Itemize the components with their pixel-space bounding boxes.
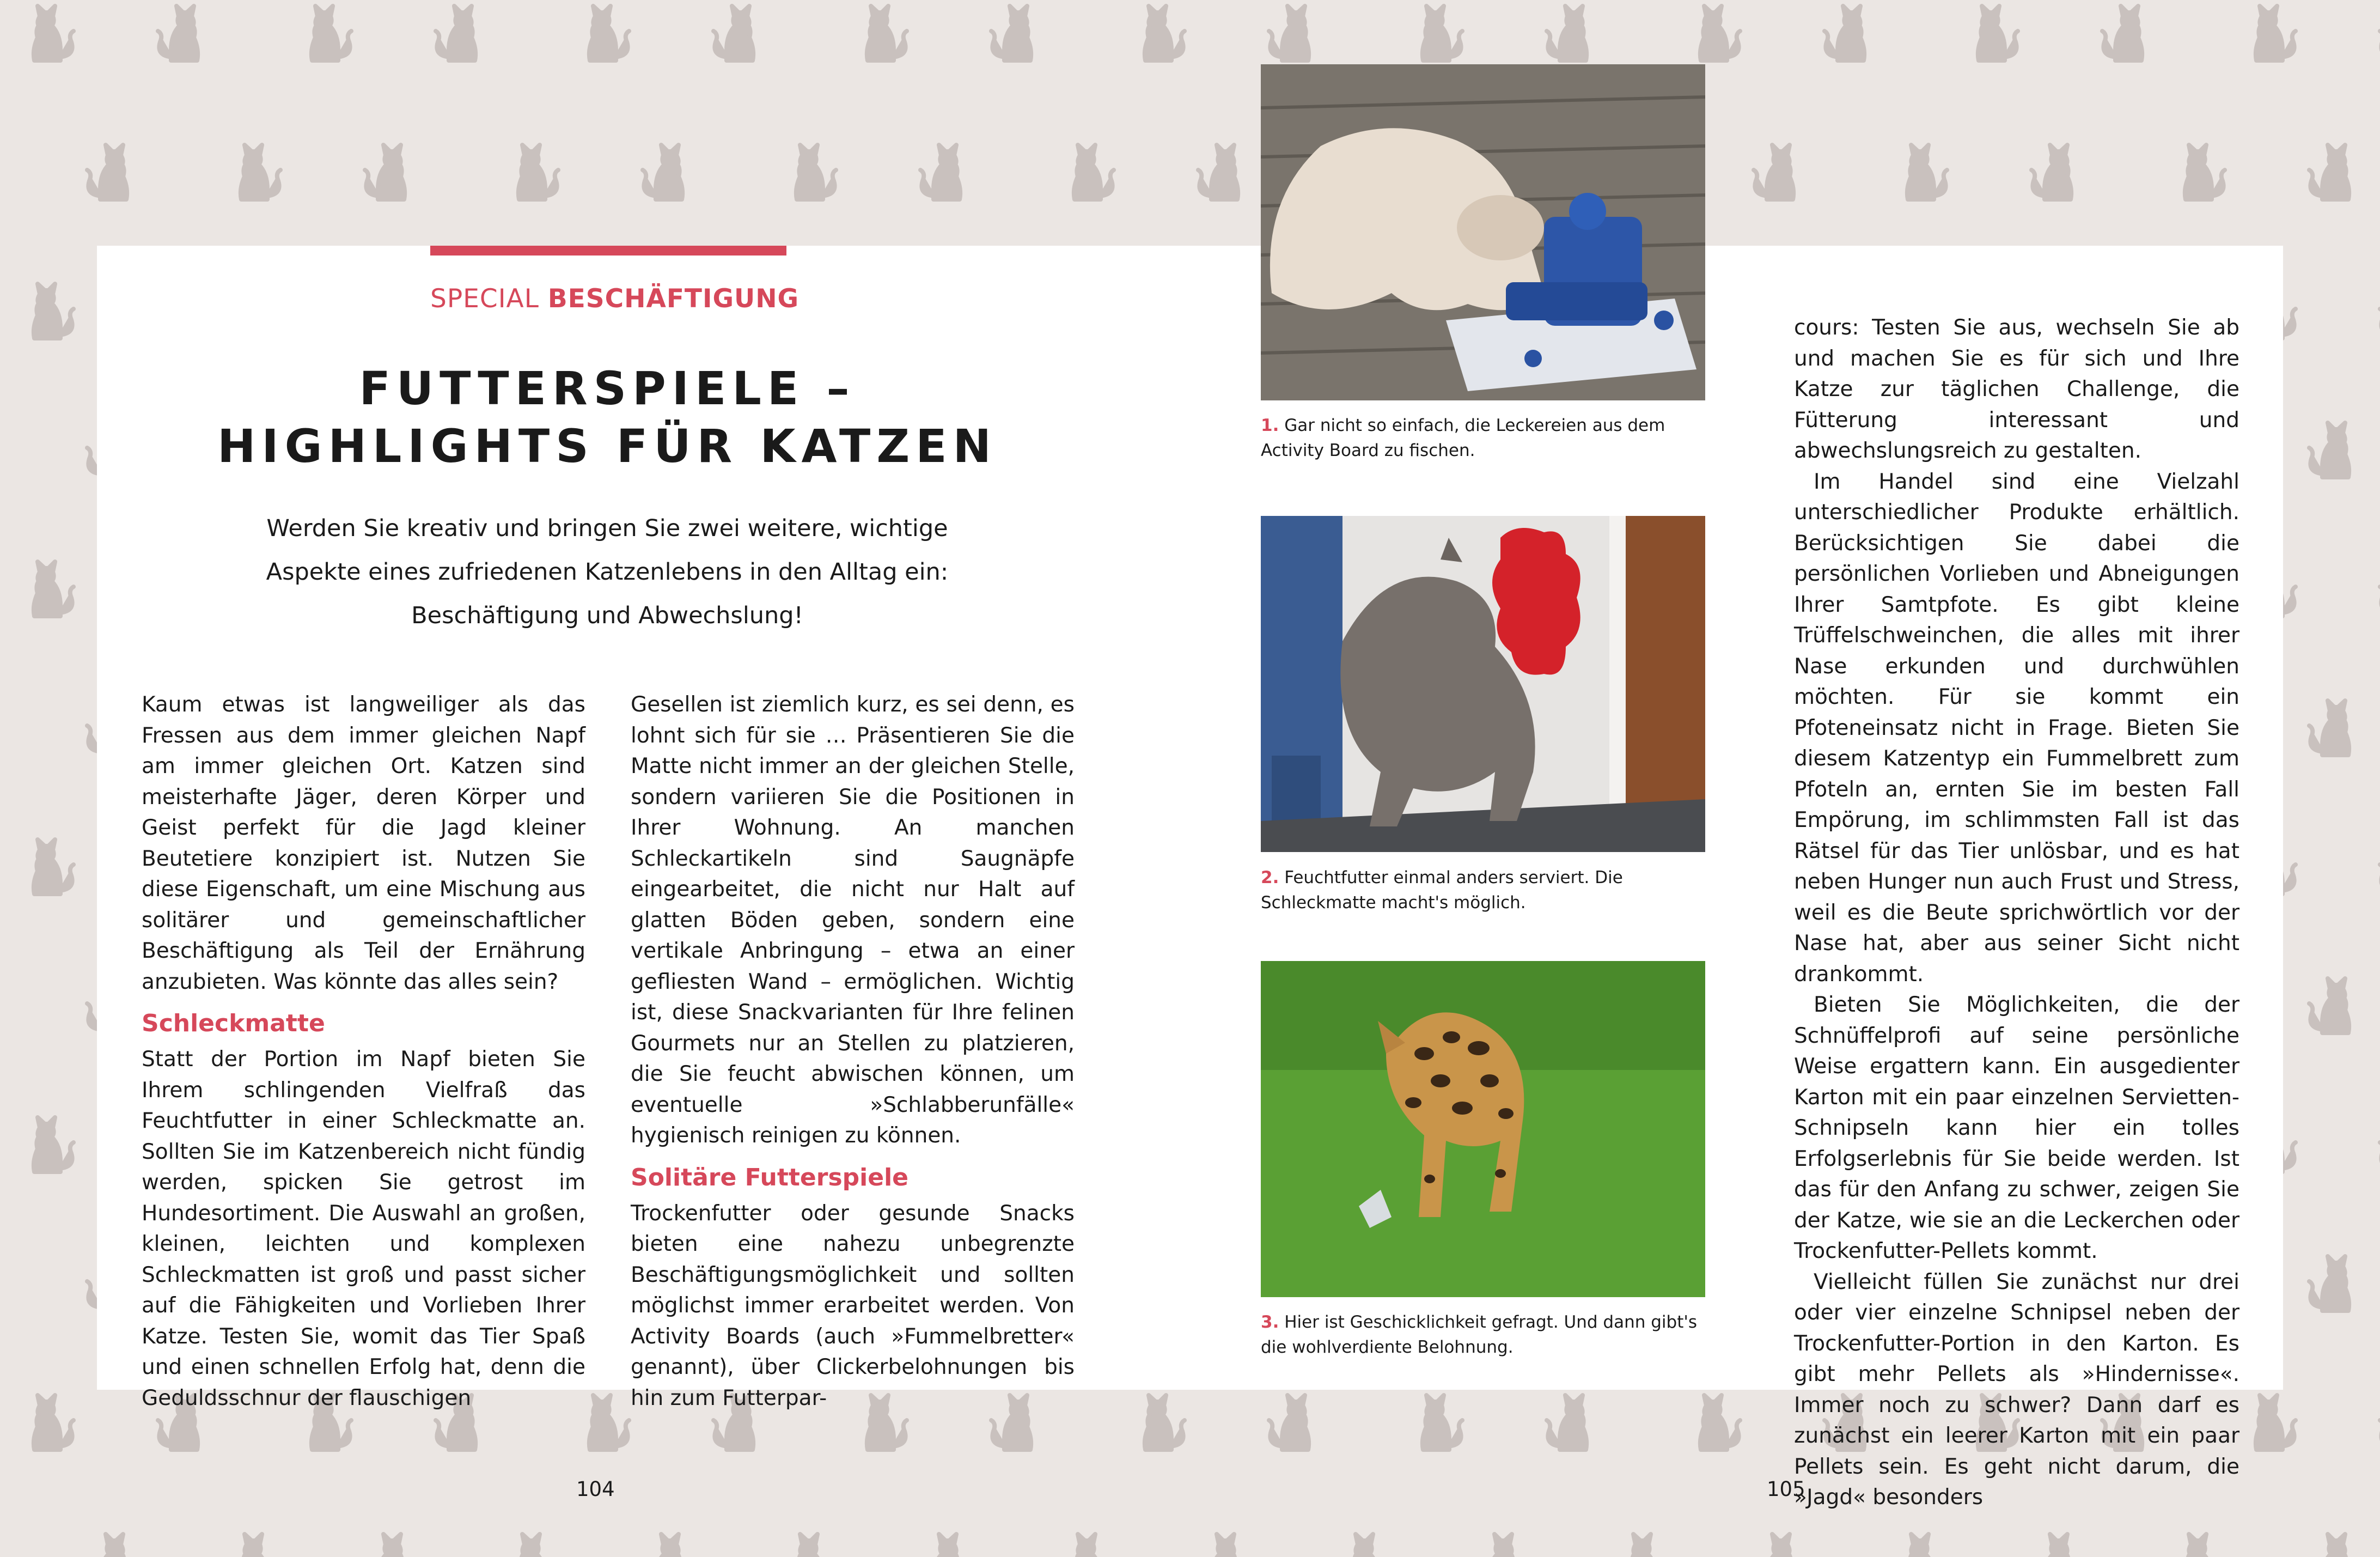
cat-silhouette-icon [643, 1534, 682, 1557]
cat-silhouette-icon [312, 6, 351, 60]
photo-lick-mat [1261, 516, 1705, 852]
caption-3 [1261, 1310, 1705, 1360]
cat-silhouette-icon [1074, 1534, 1114, 1557]
cat-silhouette-icon [2031, 1534, 2071, 1557]
cat-silhouette-icon [34, 1117, 74, 1172]
cat-silhouette-icon [920, 1534, 960, 1557]
cat-silhouette-icon [1630, 1534, 1669, 1557]
lead-line-3: Beschäftigung und Abwechslung! [411, 602, 803, 629]
cat-silhouette-icon [1423, 1395, 1462, 1450]
cat-silhouette-icon [2256, 1395, 2296, 1450]
caption-1 [1261, 413, 1705, 463]
continued-paragraph: Gesellen ist ziemlich kurz, es sei denn, es lohnt sich für sie … Präsentieren Sie die Matte nicht immer an der gleichen Stelle, sondern variieren Sie die Positionen in Ihrer Wohnung. An manchen Schleckartikeln sind Saugnäpfe eingearbeitet, die nicht nur Halt auf glatten Böden geben, sondern eine vertikale Anbringung – etwa an einer gefliesten Wand – ermöglichen. Wichtig ist, diese Snackvarianten für Ihre felinen Gourmets nur an Stellen zu platzieren, die Sie feucht abwischen können, um eventuelle »Schlabberunfälle« hygienisch reinigen zu können. [631, 692, 1075, 1148]
cat-silhouette-icon [1907, 145, 1947, 199]
special-kicker [430, 246, 800, 314]
title-line-1: FUTTERSPIELE – [359, 362, 856, 415]
cat-silhouette-icon [1754, 1534, 1793, 1557]
cat-silhouette-icon [2309, 1534, 2349, 1557]
cat-silhouette-icon [991, 6, 1031, 60]
cat-silhouette-icon [796, 1534, 836, 1557]
col4-paragraph-3: Bieten Sie Möglichkeiten, die der Schnüffelprofi auf seine persönliche Weise ergattern kann. Ein ausgedienter Karton mit ein paar einzelnen Servietten-Schnipseln kann hier ein tolles Erfolgserlebnis für Sie beide werden. Ist das für den Anfang zu schwer, zeigen Sie der Katze, wie sie an die Leckerchen oder Trockenfutter-Pellets kommt. [1794, 993, 2239, 1263]
caption-2-text: Feuchtfutter einmal anders serviert. Die Schleckmatte macht's möglich. [1261, 868, 1623, 913]
cat-silhouette-icon [2309, 1256, 2349, 1311]
cat-silhouette-icon [1700, 1395, 1740, 1450]
cat-silhouette-icon [241, 145, 280, 199]
cat-silhouette-icon [867, 6, 907, 60]
text-column-2 [631, 690, 1075, 1414]
cat-silhouette-icon [1269, 1395, 1309, 1450]
schleckmatte-paragraph: Statt der Portion im Napf bieten Sie Ihrem schlingenden Vielfraß das Feuchtfutter in einer Schleckmatte an. Sollten Sie im Katzenbereich nicht fündig werden, spicken Sie getrost im Hundesortiment. Die Auswahl an großen, kleinen, leichten und komplexen Schleckmatten ist groß und passt sicher auf die Fähigkeiten und Vorlieben Ihrer Katze. Testen Sie, womit das Tier Spaß und einen schnellen Erfolg hat, denn die Geduldsschnur der flauschigen [142, 1047, 585, 1410]
cat-silhouette-icon [1547, 6, 1586, 60]
cat-silhouette-icon [713, 6, 753, 60]
caption-2 [1261, 865, 1705, 915]
text-column-1 [142, 690, 585, 1414]
cat-silhouette-icon [1476, 1534, 1516, 1557]
cat-silhouette-icon [589, 1395, 629, 1450]
lead-paragraph [185, 507, 1029, 637]
caption-1-text: Gar nicht so einfach, die Leckereien aus dem Activity Board zu fischen. [1261, 416, 1665, 460]
cat-silhouette-icon [1824, 6, 1864, 60]
cat-silhouette-icon [518, 145, 558, 199]
cat-silhouette-icon [34, 284, 74, 338]
cat-silhouette-icon [1352, 1534, 1392, 1557]
page-title [185, 360, 1029, 475]
heading-solitaere-futterspiele: Solitäre Futterspiele [631, 1163, 908, 1191]
cat-silhouette-icon [2102, 6, 2142, 60]
cat-silhouette-icon [2309, 145, 2349, 199]
photo-bengal-kitten [1261, 961, 1705, 1297]
page-number-right: 105 [1767, 1477, 1805, 1501]
cat-silhouette-icon [1978, 6, 2018, 60]
cat-silhouette-icon [2309, 701, 2349, 755]
cat-silhouette-icon [158, 6, 198, 60]
cat-silhouette-icon [1145, 6, 1185, 60]
futterspiele-paragraph: Trockenfutter oder gesunde Snacks bieten eine nahezu unbegrenzte Beschäftigungsmöglichkeit und sollten möglichst immer erarbeitet werden. Von Activity Boards (auch »Fummelbretter« genannt), über Clickerbelohnungen bis hin zum Futterpar- [631, 1201, 1075, 1410]
cat-silhouette-icon [2309, 423, 2349, 477]
cat-silhouette-icon [796, 145, 836, 199]
cat-silhouette-icon [643, 145, 682, 199]
cat-silhouette-icon [241, 1534, 280, 1557]
cat-silhouette-icon [1907, 1534, 1947, 1557]
caption-1-number: 1. [1261, 416, 1279, 435]
cat-silhouette-icon [436, 6, 475, 60]
special-topic: BESCHÄFTIGUNG [547, 284, 800, 314]
col4-paragraph-1: cours: Testen Sie aus, wechseln Sie ab und machen Sie es für sich und Ihre Katze zur täglichen Challenge, die Fütterung interessant und abwechslungsreich zu gestalten. [1794, 315, 2239, 463]
cat-silhouette-icon [1198, 1534, 1238, 1557]
cat-silhouette-icon [2256, 6, 2296, 60]
cat-silhouette-icon [1145, 1395, 1185, 1450]
lead-line-2: Aspekte eines zufriedenen Katzenlebens in den Alltag ein: [266, 558, 949, 586]
cat-silhouette-icon [1074, 145, 1114, 199]
col4-paragraph-2: Im Handel sind eine Vielzahl unterschiedlicher Produkte erhältlich. Berücksichtigen Sie dabei die persönlichen Vorlieben und Abneigungen Ihrer Samtpfote. Es gibt kleine Trüffelschweinchen, die alles mit ihrer Nase erkunden und durchwühlen möchten. Für sie kommt ein Pfoteneinsatz nicht in Frage. Bieten Sie diesem Katzentyp ein Fummelbrett zum Pfoteln an, ernten Sie im besten Fall Empörung, im schlimmsten Fall ist das Rätsel für das Tier unlösbar, und es hat neben Hunger nun auch Frust und Stress, weil es die Beute sprichwörtlich vor der Nase hat, aber aus seiner Sicht nicht drankommt. [1794, 469, 2239, 987]
cat-silhouette-icon [87, 1534, 127, 1557]
photo-activity-board [1261, 64, 1705, 400]
cat-silhouette-icon [365, 145, 405, 199]
cat-silhouette-icon [2309, 978, 2349, 1033]
cat-silhouette-icon [1269, 6, 1309, 60]
cat-silhouette-icon [2031, 145, 2071, 199]
cat-silhouette-icon [1700, 6, 1740, 60]
cat-silhouette-icon [1198, 145, 1238, 199]
cat-silhouette-icon [34, 840, 74, 894]
cat-silhouette-icon [2185, 145, 2225, 199]
special-label: SPECIAL [430, 284, 539, 314]
heading-schleckmatte: Schleckmatte [142, 1009, 325, 1037]
lead-line-1: Werden Sie kreativ und bringen Sie zwei weitere, wichtige [266, 515, 948, 542]
cat-silhouette-icon [34, 6, 74, 60]
title-line-2: HIGHLIGHTS FÜR KATZEN [217, 419, 997, 473]
cat-silhouette-icon [518, 1534, 558, 1557]
text-column-4 [1794, 313, 2239, 1513]
col4-paragraph-4: Vielleicht füllen Sie zunächst nur drei oder vier einzelne Schnipsel neben der Trockenfutter-Portion in den Karton. Es gibt mehr Pellets als »Hindernisse«. Immer noch zu schwer? Dann darf es zunächst ein leerer Karton mit ein paar Pellets sein. Es geht nicht darum, die »Jagd« besonders [1794, 1269, 2239, 1510]
cat-silhouette-icon [1423, 6, 1462, 60]
cat-silhouette-icon [920, 145, 960, 199]
caption-3-text: Hier ist Geschicklichkeit gefragt. Und dann gibt's die wohlverdiente Belohnung. [1261, 1312, 1698, 1357]
cat-silhouette-icon [589, 6, 629, 60]
cat-silhouette-icon [87, 145, 127, 199]
caption-2-number: 2. [1261, 868, 1279, 887]
cat-silhouette-icon [2185, 1534, 2225, 1557]
cat-silhouette-icon [1547, 1395, 1586, 1450]
page-number-left: 104 [576, 1477, 615, 1501]
cat-silhouette-icon [1754, 145, 1793, 199]
cat-silhouette-icon [34, 562, 74, 616]
cat-silhouette-icon [34, 1395, 74, 1450]
caption-3-number: 3. [1261, 1312, 1279, 1332]
intro-paragraph: Kaum etwas ist langweiliger als das Fressen aus dem immer gleichen Napf am immer gleichen Ort. Katzen sind meisterhafte Jäger, deren Körper und Geist perfekt für die Jagd kleiner Beutetiere konzipiert ist. Nutzen Sie diese Eigenschaft, um eine Mischung aus solitärer und gemeinschaftlicher Beschäftigung als Teil der Ernährung anzubieten. Was könnte das alles sein? [142, 692, 585, 994]
cat-silhouette-icon [365, 1534, 405, 1557]
